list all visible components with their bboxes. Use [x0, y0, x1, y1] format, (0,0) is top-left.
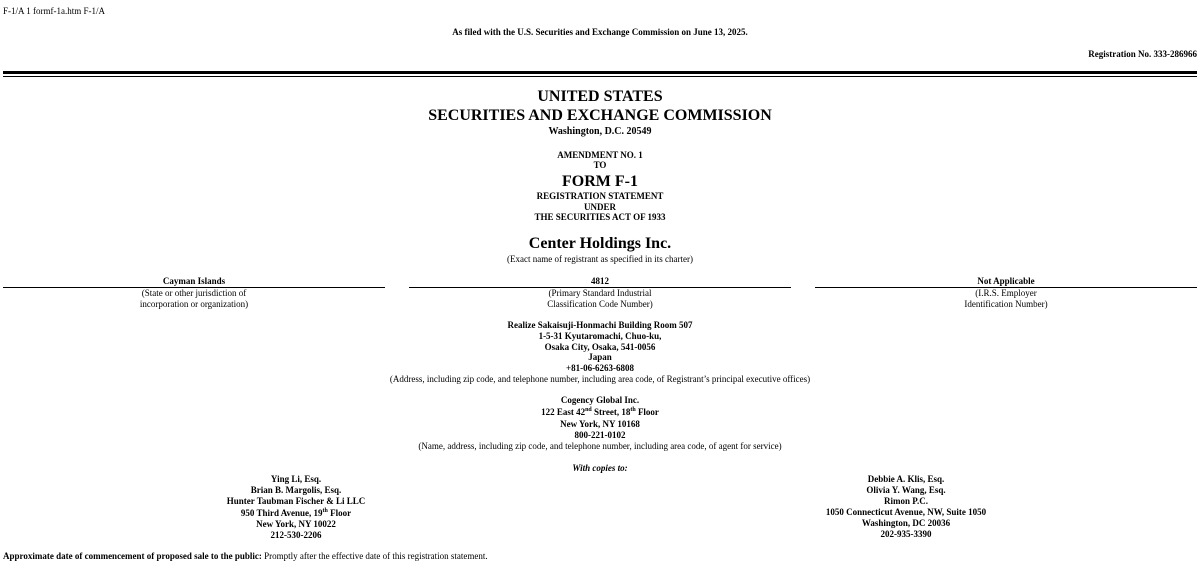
- sic-code-caption-line2: Classification Code Number): [547, 299, 653, 309]
- jurisdiction-caption-line1: (State or other jurisdiction of: [3, 287, 385, 299]
- copies-right-block: [710, 474, 1102, 540]
- header-rule-thin: [3, 76, 1197, 77]
- sic-code-caption-line1: (Primary Standard Industrial: [409, 287, 791, 299]
- copies-label: With copies to:: [572, 463, 628, 473]
- agent-street-sup2: th: [630, 407, 636, 413]
- office-phone: +81-06-6263-6808: [565, 363, 635, 373]
- copies-right-line4: 1050 Connecticut Avenue, NW, Suite 1050: [825, 507, 987, 517]
- office-address-line1: Realize Sakaisuji-Honmachi Building Room 507: [507, 320, 693, 330]
- copies-left-street-part2: Floor: [327, 508, 352, 518]
- agent-street: [0, 407, 1200, 418]
- copies-right-phone: 202-935-3390: [880, 529, 932, 539]
- copies-left-line2: Brian B. Margolis, Esq.: [250, 485, 342, 495]
- copies-left-phone: 212-530-2206: [270, 530, 322, 540]
- agency-line-1: UNITED STATES: [537, 88, 663, 105]
- jurisdiction-column: [3, 276, 385, 310]
- agent-street-part3: Floor: [635, 407, 659, 417]
- amendment-number: AMENDMENT NO. 1: [557, 150, 643, 160]
- form-act: THE SECURITIES ACT OF 1933: [534, 212, 666, 222]
- sic-code-value: 4812: [591, 276, 609, 286]
- employer-id-value: Not Applicable: [977, 276, 1035, 286]
- sic-code-column: [409, 276, 791, 310]
- form-to: TO: [593, 160, 607, 170]
- form-statement: REGISTRATION STATEMENT: [536, 191, 664, 201]
- agency-location: Washington, D.C. 20549: [548, 126, 652, 137]
- employer-id-column: [815, 276, 1197, 310]
- jurisdiction-caption-line2: incorporation or organization): [139, 299, 249, 309]
- employer-id-caption-line2: Identification Number): [964, 299, 1048, 309]
- office-address-line3: Osaka City, Osaka, 541-0056: [544, 342, 656, 352]
- copies-right-line3: Rimon P.C.: [884, 496, 928, 506]
- proposed-sale-date: [3, 551, 488, 562]
- agency-line-2: SECURITIES AND EXCHANGE COMMISSION: [428, 107, 772, 124]
- copies-left-line3: Hunter Taubman Fischer & Li LLC: [226, 496, 366, 506]
- copies-left-city: New York, NY 10022: [256, 519, 336, 529]
- agent-phone: 800-221-0102: [574, 430, 626, 440]
- form-name: FORM F-1: [562, 173, 638, 190]
- copies-left-block: [100, 474, 492, 541]
- proposed-sale-text: Promptly after the effective date of this registration statement.: [261, 551, 488, 561]
- agent-caption: (Name, address, including zip code, and telephone number, including area code, of agent for service): [418, 441, 782, 451]
- form-under: UNDER: [583, 202, 616, 212]
- copies-left-street: [100, 508, 492, 519]
- agent-city: New York, NY 10168: [560, 419, 640, 429]
- office-address-line4: Japan: [588, 352, 612, 362]
- copies-left-street-part1: 950 Third Avenue, 19: [240, 508, 323, 518]
- agent-street-sup1: nd: [585, 407, 592, 413]
- copies-right-line1: Debbie A. Klis, Esq.: [867, 474, 945, 484]
- copies-right-city: Washington, DC 20036: [861, 518, 951, 528]
- copies-left-line1: Ying Li, Esq.: [270, 474, 322, 484]
- employer-id-caption-line1: (I.R.S. Employer: [815, 287, 1197, 299]
- proposed-sale-label: Approximate date of commencement of proposed sale to the public:: [3, 551, 262, 561]
- registrant-name: Center Holdings Inc.: [528, 235, 672, 252]
- header-rule-thick: [3, 71, 1197, 74]
- document-id-line: F-1/A 1 formf-1a.htm F-1/A: [3, 6, 105, 16]
- registrant-caption: (Exact name of registrant as specified in its charter): [507, 254, 693, 264]
- jurisdiction-value: Cayman Islands: [162, 276, 226, 286]
- agent-street-part1: 122 East 42: [541, 407, 586, 417]
- copies-right-line2: Olivia Y. Wang, Esq.: [866, 485, 946, 495]
- office-caption: (Address, including zip code, and telephone number, including area code, of Registrant’s principal executive offices): [389, 374, 811, 384]
- registration-number: Registration No. 333-286966: [1088, 49, 1197, 59]
- filed-date-line: As filed with the U.S. Securities and Exchange Commission on June 13, 2025.: [452, 27, 748, 37]
- agent-street-part2: Street, 18: [591, 407, 631, 417]
- agent-name: Cogency Global Inc.: [560, 395, 640, 405]
- copies-left-street-sup: th: [322, 508, 328, 514]
- office-address-line2: 1-5-31 Kyutaromachi, Chuo-ku,: [538, 331, 662, 341]
